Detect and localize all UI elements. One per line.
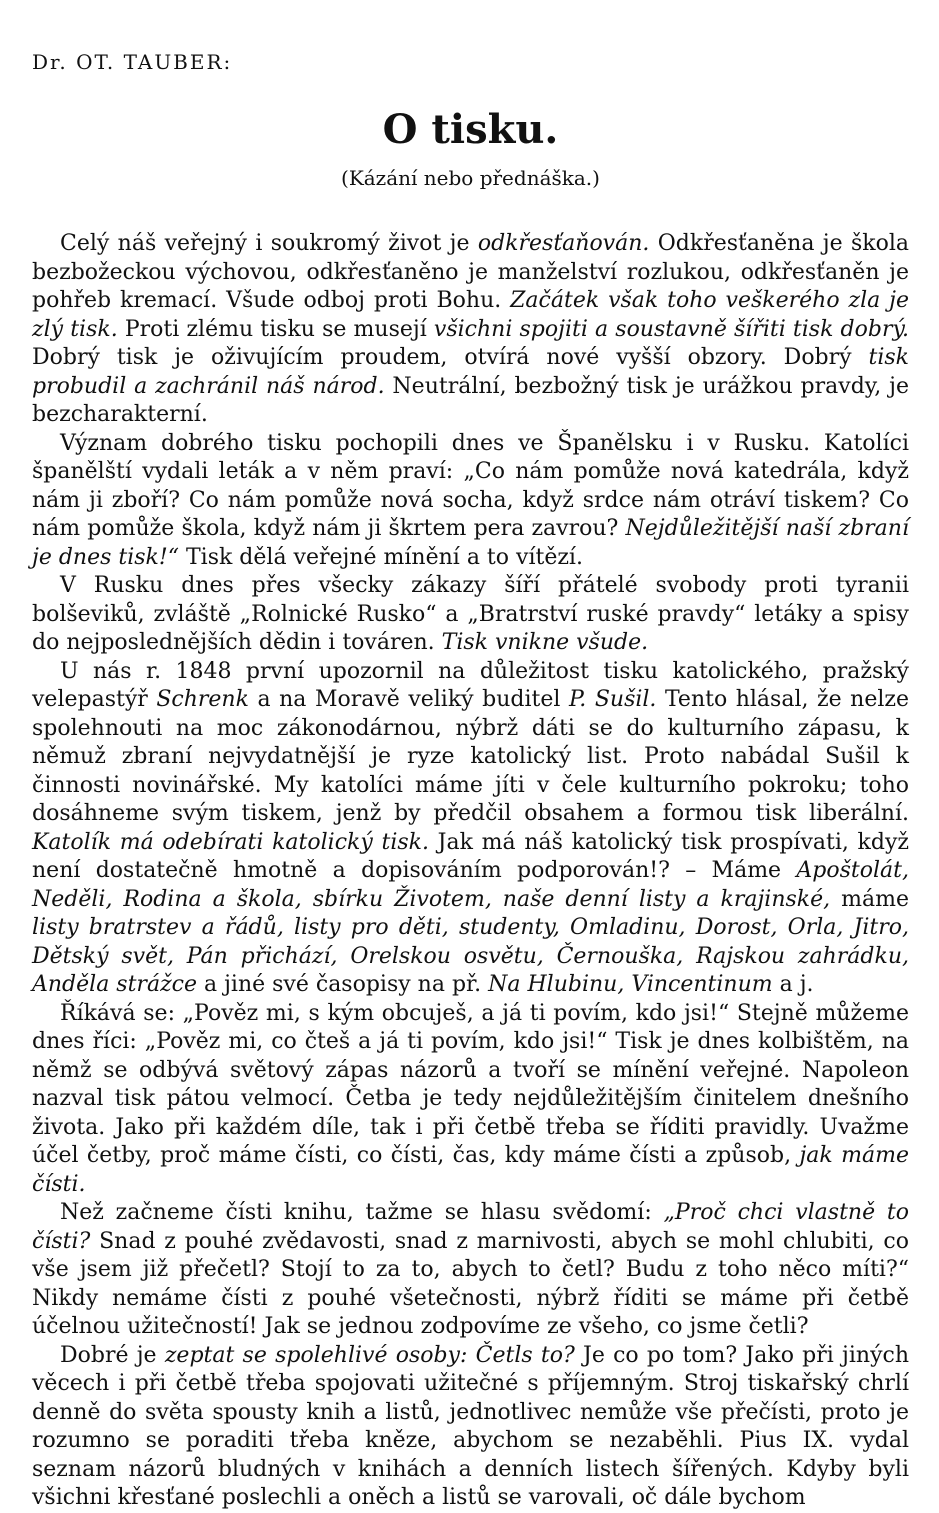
paragraph [32,572,909,658]
italic-text: Začátek však toho veškerého zla je zlý tisk. [32,288,909,342]
text-run: a jiné své časopisy na př. [197,972,489,997]
text-run: Neutrální, bezbožný tisk je urážkou pravdy, je bezcharakterní. [32,373,909,427]
text-run: a listů se varovali, oč dále bychom [422,1485,806,1510]
text-run: Říkává se: „Pověz mi, s kým obcuješ, a já ti povím, kdo jsi!“ Stejně můžeme dnes říci: „Pověz mi, co čteš a já ti povím, kdo jsi!“ Tisk je dnes kolbištěm, na němž se odbývá světový zápas názorů a tvoří se mínění veřejné. Napoleon nazval tisk pátou velmocí. Četba je tedy nejdůležitějším činitelem dnešního života. Jako při každém díle, tak i při četbě třeba se říditi pravidly. Uvažme účel četby, proč máme čísti, co čísti, čas, kdy máme čísti a způsob, [32,1000,909,1168]
paragraph [32,1342,909,1513]
text-run: Je co po tom? Jako při jiných věcech i při četbě třeba spojovati užitečné s příjemným. Stroj tiskařský chrlí denně do světa spousty knih a listů, jednotlivec nemůže vše přečísti, proto je rozumno se poraditi třeba kněze, abychom se nezaběhli. Pius IX. vydal seznam názorů bludných v knihách a denních listech šířených. Kdyby byli všichni křesťané poslechli a oněch [32,1342,909,1510]
text-run: Proti zlému tisku se musejí [117,316,434,342]
text-run: a na Moravě veliký buditel [248,687,569,712]
text-run: V Rusku dnes přes všecky zákazy šíří přátelé svobody proti tyranii bolševiků, zvláště „Rolnické Rusko“ a „Bratrství ruské pravdy“ letáky a spisy do nejposlednějších dědin i továren. [32,573,909,655]
text-run: U nás r. 1848 první upozornil na důležitost tisku katolického, pražský velepastýř [32,658,909,712]
italic-text: jak máme čísti. [32,1143,909,1197]
text-run: máme [830,886,909,912]
italic-text: zeptat se spolehlivé osoby: Četls to? [164,1342,575,1368]
text-run: Tisk dělá veřejné mínění a to vítězí. [178,544,583,570]
article-body [32,230,909,1513]
paragraph [32,1199,909,1342]
subtitle: (Kázání nebo přednáška.) [341,166,600,190]
italic-text: listy bratrstev a řádů, listy pro děti, studenty, Omladinu, Dorost, Orla, Jitro, Dětský svět, Pán přichází, Orelskou osvětu, Černouška, Rajskou zahrádku, Anděla strážce [32,915,909,997]
italic-text: odkřesťaňován. [477,231,650,256]
text-run: Význam dobrého tisku pochopili dnes ve Španělsku i v Rusku. Katolíci španělští vydali leták a v něm praví: „Co nám pomůže nová katedrála, když nám ji zboří? Co nám pomůže nová socha, když srdce nám otráví tiskem? Co nám pomůže škola, když nám ji škrtem pera zavrou? [32,430,909,541]
text-run: a j. [772,972,814,997]
italic-text: Katolík má odebírati katolický tisk. [32,829,429,855]
italic-text: P. Sušil. [568,687,657,712]
paragraph [32,658,909,1000]
text-run: Dobré je [60,1342,165,1368]
paragraph [32,230,909,430]
text-run: Jak má náš katolický tisk prospívati, když není dostatečně hmotně a dopisováním podporován!? – Máme [32,829,909,883]
italic-text: Na Hlubinu, Vincentinum [488,972,773,997]
text-run: Tento hlásal, že nelze spolehnouti na moc zákonodárnou, nýbrž dáti se do kulturního zápasu, k němuž zbraní nejvydatnější je ryze katolický list. Proto nabádal Sušil k činnosti novinářské. My katolíci máme jíti v čele kulturního pokroku; toho dosáhneme svým tiskem, jenž by předčil obsahem a formou tisk liberální. [32,687,909,826]
text-run: Odkřesťaněna je škola bezbožeckou výchovou, odkřesťaněno je manželství rozlukou, odkřesťaněn je pohřeb kremací. Všude odboj proti Bohu. [32,231,910,313]
text-run: Dobrý tisk je oživujícím proudem, otvírá nové vyšší obzory. Dobrý [32,345,869,370]
italic-text: Apoštolát, Neděli, Rodina a škola, sbírku Životem, naše denní listy a krajinské, [32,858,909,912]
italic-text: Nejdůležitější naší zbraní je dnes tisk!“ [32,516,909,570]
italic-text: Schrenk [156,687,249,712]
text-run: Než začneme čísti knihu, tažme se hlasu svědomí: [60,1200,664,1225]
paragraph [32,1000,909,1200]
italic-text: Tisk vnikne všude. [441,630,649,655]
italic-text: všichni spojiti a soustavně šířiti tisk dobrý. [433,316,909,342]
paragraph [32,430,909,573]
italic-text: tisk probudil a zachránil náš národ. [32,345,909,399]
page-title: O tisku. [382,106,559,153]
italic-text: „Proč chci vlastně to čísti? [32,1200,909,1254]
text-run: Celý náš veřejný i soukromý život je [60,231,478,256]
author-line: Dr. OT. TAUBER: [32,50,233,74]
text-run: Snad z pouhé zvědavosti, snad z marnivosti, abych se mohl chlubiti, co vše jsem již přečetl? Stojí to za to, abych to četl? Budu z toho něco míti?“ Nikdy nemáme čísti z pouhé všetečnosti, nýbrž říditi se máme při četbě účelnou užitečností! Jak se jednou zodpovíme ze všeho, co jsme četli? [32,1228,909,1339]
